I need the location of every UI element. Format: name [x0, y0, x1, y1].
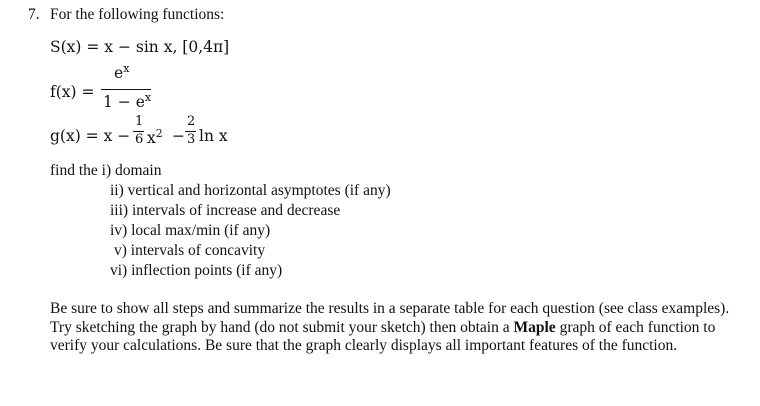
instructions-paragraph: [50, 300, 740, 356]
denominator-exponent: x: [144, 91, 152, 104]
function-g-x-term: [147, 127, 163, 147]
paragraph-bold-maple: Maple: [513, 318, 556, 336]
function-f-numerator: [114, 62, 129, 82]
problem-heading: For the following functions:: [50, 6, 225, 23]
function-g-frac1-denominator: 6: [135, 132, 144, 147]
function-g-minus: −: [172, 127, 185, 145]
problem-number: 7.: [28, 6, 40, 23]
list-item: iv) local max/min (if any): [110, 222, 271, 239]
function-f-fraction-bar: [101, 89, 151, 90]
denominator-base: 1 − e: [103, 93, 145, 112]
paragraph-text-1: Be sure to show all steps and summarize the results in a separate table for each question (see class examples). Try sketching the graph by hand (do not submit your sketch) then obtain a: [50, 300, 730, 336]
numerator-exponent: x: [123, 62, 130, 75]
list-item: v) intervals of concavity: [114, 242, 266, 259]
list-item: vi) inflection points (if any): [110, 262, 283, 279]
function-s: S(x) = x − sin x, [0,4π]: [50, 38, 230, 56]
list-item: iii) intervals of increase and decrease: [110, 202, 341, 219]
function-g-frac2-numerator: 2: [187, 114, 196, 129]
function-f-lhs: f(x) =: [50, 83, 95, 101]
x-base: x: [147, 129, 156, 148]
function-g-frac1-numerator: 1: [135, 114, 144, 129]
numerator-base: e: [114, 64, 124, 83]
find-label: find the i) domain: [50, 162, 162, 179]
paragraph-text-2: graph of each function to verify your calculations. Be sure that the graph clearly displays all important features of the function.: [50, 318, 716, 355]
function-g-lhs: g(x) = x −: [50, 127, 131, 145]
x-exponent: 2: [155, 127, 163, 140]
list-item: ii) vertical and horizontal asymptotes (if any): [110, 182, 391, 199]
function-g-frac2-denominator: 3: [187, 132, 196, 147]
function-g-ln-term: ln x: [199, 127, 228, 145]
function-f-denominator: [103, 91, 151, 111]
